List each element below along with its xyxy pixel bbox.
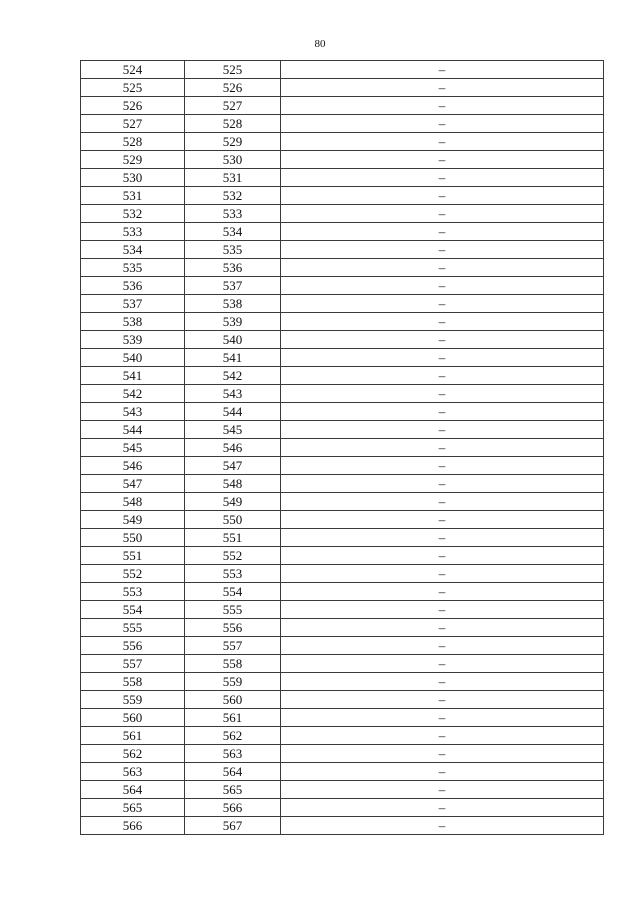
table-row bbox=[81, 709, 604, 727]
table-cell-col-3: – bbox=[281, 709, 604, 727]
table-cell-col-1: 533 bbox=[81, 223, 185, 241]
table-cell-col-3: – bbox=[281, 763, 604, 781]
table-cell-col-2: 553 bbox=[185, 565, 281, 583]
table-cell-col-1: 536 bbox=[81, 277, 185, 295]
table-cell-col-1: 543 bbox=[81, 403, 185, 421]
table-cell-col-3: – bbox=[281, 691, 604, 709]
table-row bbox=[81, 331, 604, 349]
table-cell-col-3: – bbox=[281, 817, 604, 835]
table-cell-col-2: 543 bbox=[185, 385, 281, 403]
table-cell-col-1: 564 bbox=[81, 781, 185, 799]
table-cell-col-3: – bbox=[281, 547, 604, 565]
table-cell-col-1: 559 bbox=[81, 691, 185, 709]
table-cell-col-3: – bbox=[281, 727, 604, 745]
table-cell-col-1: 544 bbox=[81, 421, 185, 439]
table-cell-col-3: – bbox=[281, 223, 604, 241]
table-row bbox=[81, 475, 604, 493]
table-cell-col-1: 542 bbox=[81, 385, 185, 403]
table-row bbox=[81, 403, 604, 421]
table-cell-col-2: 525 bbox=[185, 61, 281, 79]
table-cell-col-1: 553 bbox=[81, 583, 185, 601]
table-cell-col-2: 538 bbox=[185, 295, 281, 313]
table-cell-col-1: 549 bbox=[81, 511, 185, 529]
table-cell-col-3: – bbox=[281, 79, 604, 97]
table-row bbox=[81, 781, 604, 799]
table-cell-col-2: 535 bbox=[185, 241, 281, 259]
table-row bbox=[81, 763, 604, 781]
table-row bbox=[81, 691, 604, 709]
table-row bbox=[81, 745, 604, 763]
table-cell-col-2: 527 bbox=[185, 97, 281, 115]
table-cell-col-2: 548 bbox=[185, 475, 281, 493]
table-cell-col-1: 524 bbox=[81, 61, 185, 79]
page-number: 80 bbox=[314, 38, 326, 50]
table-cell-col-1: 545 bbox=[81, 439, 185, 457]
table-row bbox=[81, 421, 604, 439]
table-row bbox=[81, 565, 604, 583]
table-cell-col-3: – bbox=[281, 331, 604, 349]
table-row bbox=[81, 601, 604, 619]
table-cell-col-2: 536 bbox=[185, 259, 281, 277]
table-cell-col-3: – bbox=[281, 655, 604, 673]
table-row bbox=[81, 349, 604, 367]
table-row bbox=[81, 241, 604, 259]
table-cell-col-3: – bbox=[281, 457, 604, 475]
table-row bbox=[81, 547, 604, 565]
table-cell-col-3: – bbox=[281, 583, 604, 601]
table-row bbox=[81, 97, 604, 115]
table-cell-col-2: 558 bbox=[185, 655, 281, 673]
table-cell-col-2: 560 bbox=[185, 691, 281, 709]
table-cell-col-3: – bbox=[281, 745, 604, 763]
table-cell-col-1: 565 bbox=[81, 799, 185, 817]
table-cell-col-2: 529 bbox=[185, 133, 281, 151]
table-cell-col-2: 540 bbox=[185, 331, 281, 349]
table-row bbox=[81, 223, 604, 241]
table-cell-col-1: 540 bbox=[81, 349, 185, 367]
table-row bbox=[81, 619, 604, 637]
table-body bbox=[81, 61, 604, 835]
table-cell-col-3: – bbox=[281, 565, 604, 583]
table-cell-col-2: 556 bbox=[185, 619, 281, 637]
table-cell-col-2: 545 bbox=[185, 421, 281, 439]
table-row bbox=[81, 187, 604, 205]
table-cell-col-1: 541 bbox=[81, 367, 185, 385]
table-cell-col-2: 547 bbox=[185, 457, 281, 475]
table-cell-col-2: 539 bbox=[185, 313, 281, 331]
table-row bbox=[81, 259, 604, 277]
table-cell-col-3: – bbox=[281, 259, 604, 277]
table-row bbox=[81, 61, 604, 79]
table-cell-col-3: – bbox=[281, 313, 604, 331]
table-cell-col-1: 535 bbox=[81, 259, 185, 277]
table-row bbox=[81, 637, 604, 655]
table-cell-col-3: – bbox=[281, 277, 604, 295]
table-cell-col-3: – bbox=[281, 511, 604, 529]
table-cell-col-2: 554 bbox=[185, 583, 281, 601]
table-cell-col-2: 528 bbox=[185, 115, 281, 133]
table-row bbox=[81, 151, 604, 169]
table-cell-col-2: 567 bbox=[185, 817, 281, 835]
table-cell-col-1: 566 bbox=[81, 817, 185, 835]
table-cell-col-2: 537 bbox=[185, 277, 281, 295]
table-cell-col-1: 526 bbox=[81, 97, 185, 115]
table-cell-col-1: 551 bbox=[81, 547, 185, 565]
table-cell-col-2: 544 bbox=[185, 403, 281, 421]
table-row bbox=[81, 673, 604, 691]
table-cell-col-3: – bbox=[281, 421, 604, 439]
table-cell-col-1: 557 bbox=[81, 655, 185, 673]
table-cell-col-3: – bbox=[281, 61, 604, 79]
table-row bbox=[81, 457, 604, 475]
table-cell-col-3: – bbox=[281, 601, 604, 619]
table-cell-col-1: 547 bbox=[81, 475, 185, 493]
table-cell-col-2: 557 bbox=[185, 637, 281, 655]
table-cell-col-1: 528 bbox=[81, 133, 185, 151]
table-row bbox=[81, 799, 604, 817]
table-row bbox=[81, 583, 604, 601]
table-cell-col-2: 533 bbox=[185, 205, 281, 223]
table-row bbox=[81, 529, 604, 547]
table-cell-col-1: 558 bbox=[81, 673, 185, 691]
table-cell-col-2: 565 bbox=[185, 781, 281, 799]
table-row bbox=[81, 367, 604, 385]
table-cell-col-2: 551 bbox=[185, 529, 281, 547]
table-cell-col-3: – bbox=[281, 637, 604, 655]
table-cell-col-2: 530 bbox=[185, 151, 281, 169]
table-cell-col-3: – bbox=[281, 241, 604, 259]
table-row bbox=[81, 277, 604, 295]
table-cell-col-1: 530 bbox=[81, 169, 185, 187]
table-cell-col-2: 563 bbox=[185, 745, 281, 763]
table-cell-col-1: 548 bbox=[81, 493, 185, 511]
table-cell-col-1: 554 bbox=[81, 601, 185, 619]
table-cell-col-3: – bbox=[281, 349, 604, 367]
table-cell-col-2: 546 bbox=[185, 439, 281, 457]
table-cell-col-2: 549 bbox=[185, 493, 281, 511]
table-cell-col-1: 560 bbox=[81, 709, 185, 727]
table-cell-col-1: 532 bbox=[81, 205, 185, 223]
table-row bbox=[81, 493, 604, 511]
table-cell-col-3: – bbox=[281, 493, 604, 511]
table-cell-col-3: – bbox=[281, 367, 604, 385]
table-row bbox=[81, 655, 604, 673]
table-cell-col-3: – bbox=[281, 97, 604, 115]
table-cell-col-1: 527 bbox=[81, 115, 185, 133]
table-cell-col-2: 531 bbox=[185, 169, 281, 187]
table-row bbox=[81, 169, 604, 187]
data-table bbox=[80, 60, 604, 835]
table-row bbox=[81, 79, 604, 97]
table-cell-col-1: 537 bbox=[81, 295, 185, 313]
table-cell-col-3: – bbox=[281, 115, 604, 133]
table-cell-col-1: 550 bbox=[81, 529, 185, 547]
table-cell-col-1: 546 bbox=[81, 457, 185, 475]
table-cell-col-2: 562 bbox=[185, 727, 281, 745]
table-cell-col-2: 526 bbox=[185, 79, 281, 97]
table-cell-col-2: 541 bbox=[185, 349, 281, 367]
table-cell-col-2: 534 bbox=[185, 223, 281, 241]
table-cell-col-3: – bbox=[281, 619, 604, 637]
table-row bbox=[81, 295, 604, 313]
table-row bbox=[81, 115, 604, 133]
table-cell-col-1: 552 bbox=[81, 565, 185, 583]
table-cell-col-3: – bbox=[281, 295, 604, 313]
table-row bbox=[81, 385, 604, 403]
table-cell-col-1: 539 bbox=[81, 331, 185, 349]
table-cell-col-3: – bbox=[281, 169, 604, 187]
table-cell-col-3: – bbox=[281, 475, 604, 493]
table-cell-col-1: 562 bbox=[81, 745, 185, 763]
table-cell-col-2: 552 bbox=[185, 547, 281, 565]
table-cell-col-3: – bbox=[281, 205, 604, 223]
table-cell-col-3: – bbox=[281, 151, 604, 169]
table-row bbox=[81, 439, 604, 457]
table-cell-col-1: 529 bbox=[81, 151, 185, 169]
table-cell-col-1: 563 bbox=[81, 763, 185, 781]
table-cell-col-3: – bbox=[281, 673, 604, 691]
table-cell-col-1: 561 bbox=[81, 727, 185, 745]
table-cell-col-3: – bbox=[281, 781, 604, 799]
table-cell-col-3: – bbox=[281, 187, 604, 205]
table-cell-col-2: 550 bbox=[185, 511, 281, 529]
table-cell-col-1: 525 bbox=[81, 79, 185, 97]
table-row bbox=[81, 205, 604, 223]
table-cell-col-2: 559 bbox=[185, 673, 281, 691]
table-cell-col-3: – bbox=[281, 403, 604, 421]
table-cell-col-1: 555 bbox=[81, 619, 185, 637]
table-cell-col-3: – bbox=[281, 799, 604, 817]
table-cell-col-2: 542 bbox=[185, 367, 281, 385]
table-cell-col-3: – bbox=[281, 385, 604, 403]
table-cell-col-1: 538 bbox=[81, 313, 185, 331]
table-row bbox=[81, 313, 604, 331]
table-cell-col-3: – bbox=[281, 529, 604, 547]
table-cell-col-2: 555 bbox=[185, 601, 281, 619]
table-cell-col-2: 564 bbox=[185, 763, 281, 781]
table-cell-col-1: 531 bbox=[81, 187, 185, 205]
table-cell-col-2: 532 bbox=[185, 187, 281, 205]
table-row bbox=[81, 817, 604, 835]
table-cell-col-1: 534 bbox=[81, 241, 185, 259]
table-row bbox=[81, 133, 604, 151]
table-cell-col-3: – bbox=[281, 439, 604, 457]
table-row bbox=[81, 511, 604, 529]
table-cell-col-3: – bbox=[281, 133, 604, 151]
table-cell-col-2: 561 bbox=[185, 709, 281, 727]
table-cell-col-1: 556 bbox=[81, 637, 185, 655]
table-cell-col-2: 566 bbox=[185, 799, 281, 817]
table-row bbox=[81, 727, 604, 745]
